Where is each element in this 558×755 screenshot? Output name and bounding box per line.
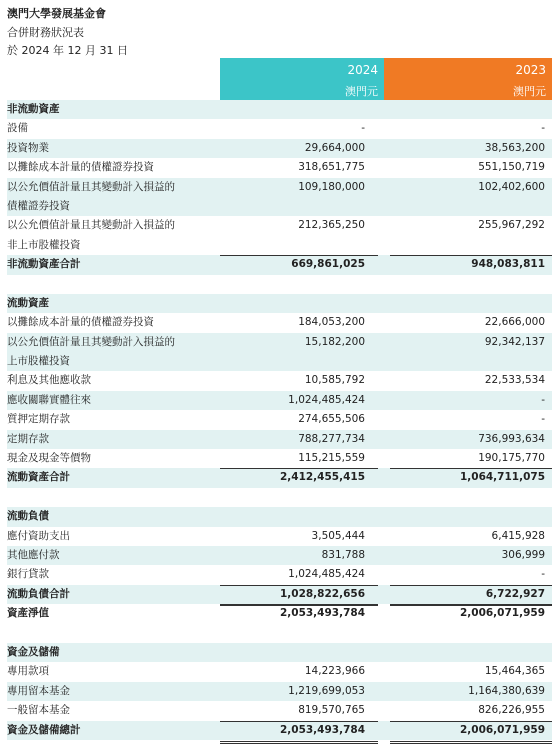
statement-title: 合併財務狀況表 [7,26,84,39]
value-2024: 3,505,444 [311,529,365,542]
table-body [7,100,552,740]
row-label: 以攤餘成本計量的債權證券投資 [7,316,154,329]
section-heading-row [7,643,552,662]
total-row [7,604,552,623]
row-label: 非上市股權投資 [7,238,81,251]
value-2023: 551,150,719 [478,161,545,174]
row-label: 一般留本基金 [7,704,70,717]
row-label: 資金及儲備 [7,645,60,658]
row-label: 設備 [7,122,28,135]
table-row [7,565,552,584]
table-row [7,119,552,138]
table-row [7,178,552,197]
value-2023: 736,993,634 [478,432,545,445]
value-2024: 184,053,200 [298,316,365,329]
row-label: 流動資產合計 [7,471,70,484]
value-2024: 788,277,734 [298,432,365,445]
total-row [7,468,552,487]
table-row [7,527,552,546]
row-label: 以攤餘成本計量的債權證券投資 [7,161,154,174]
spacer-row [7,275,552,294]
row-label: 資金及儲備總計 [7,723,81,736]
row-label: 資產淨值 [7,607,49,620]
value-2023: 92,342,137 [484,335,545,348]
org-name: 澳門大學發展基金會 [7,7,106,20]
column-header-2023 [384,58,552,100]
table-row [7,236,552,255]
table-row [7,410,552,429]
row-label: 其他應付款 [7,548,60,561]
row-label: 利息及其他應收款 [7,374,91,387]
table-row [7,158,552,177]
section-heading-row [7,507,552,526]
value-2023: 38,563,200 [484,141,545,154]
table-row [7,333,552,352]
table-row [7,216,552,235]
row-label: 銀行貸款 [7,568,49,581]
value-2024: 2,053,493,784 [279,607,365,620]
table-row [7,197,552,216]
value-2024: 669,861,025 [291,258,365,271]
year-2024-label: 2024 [347,63,378,77]
value-2024: 29,664,000 [304,141,365,154]
year-2023-label: 2023 [515,63,546,77]
unit-2023-label: 澳門元 [513,85,546,98]
value-2024: 15,182,200 [304,335,365,348]
value-2024: 212,365,250 [298,219,365,232]
value-2023: 826,226,955 [478,704,545,717]
value-2023: 306,999 [501,548,545,561]
value-2023: 102,402,600 [478,180,545,193]
value-2023: - [541,413,545,426]
table-row [7,449,552,468]
row-label: 專用款項 [7,665,49,678]
column-header-2024 [220,58,384,100]
spacer-row [7,488,552,507]
value-2024: 819,570,765 [298,704,365,717]
value-2024: 2,053,493,784 [279,723,365,736]
spacer-row [7,624,552,643]
value-2023: 1,164,380,639 [468,684,545,697]
total-row [7,255,552,274]
value-2023: 1,064,711,075 [459,471,545,484]
value-2024: 2,412,455,415 [279,471,365,484]
row-label: 非流動資產 [7,103,60,115]
total-row [7,721,552,740]
table-row [7,313,552,332]
row-label: 以公允價值計量且其變動計入損益的 [7,335,175,348]
row-label: 應付資助支出 [7,529,70,542]
value-2024: 318,651,775 [298,161,365,174]
table-row [7,352,552,371]
row-label: 現金及現金等價物 [7,452,91,465]
value-2024: 14,223,966 [304,665,365,678]
value-2024: 115,215,559 [298,452,365,465]
value-2023: 2,006,071,959 [459,607,545,620]
row-label: 應收關聯實體往來 [7,393,91,406]
value-2024: - [361,122,365,135]
table-row [7,371,552,390]
value-2023: 948,083,811 [471,258,545,271]
table-row [7,430,552,449]
row-label: 以公允價值計量且其變動計入損益的 [7,219,175,232]
row-label: 質押定期存款 [7,413,70,426]
value-2023: 22,533,534 [484,374,545,387]
row-label: 債權證券投資 [7,199,70,212]
value-2023: 6,415,928 [491,529,545,542]
value-2024: 274,655,506 [298,413,365,426]
row-label: 流動負債 [7,510,49,523]
value-2024: 1,024,485,424 [288,393,365,406]
table-row [7,701,552,720]
table-row [7,391,552,410]
value-2024: 1,028,822,656 [279,587,365,600]
value-2024: 831,788 [321,548,365,561]
row-label: 投資物業 [7,141,49,154]
row-label: 定期存款 [7,432,49,445]
value-2023: 6,722,927 [485,587,545,600]
statement-date: 於 2024 年 12 月 31 日 [7,44,128,57]
row-label: 流動負債合計 [7,587,70,600]
value-2023: 15,464,365 [484,665,545,678]
row-label: 非流動資產合計 [7,258,81,271]
table-row [7,682,552,701]
value-2024: 1,219,699,053 [288,684,365,697]
row-label: 上市股權投資 [7,355,70,368]
value-2023: - [541,393,545,406]
row-label: 專用留本基金 [7,684,70,697]
value-2023: 255,967,292 [478,219,545,232]
unit-2024-label: 澳門元 [345,85,378,98]
value-2023: 2,006,071,959 [459,723,545,736]
value-2023: 22,666,000 [484,316,545,329]
row-label: 流動資產 [7,296,49,309]
value-2023: - [541,568,545,581]
total-row [7,585,552,604]
value-2023: 190,175,770 [478,452,545,465]
value-2024: 10,585,792 [304,374,365,387]
value-2024: 1,024,485,424 [288,568,365,581]
table-row [7,139,552,158]
value-2024: 109,180,000 [298,180,365,193]
table-row [7,662,552,681]
section-heading-row [7,100,552,119]
row-label: 以公允價值計量且其變動計入損益的 [7,180,175,193]
value-2023: - [541,122,545,135]
section-heading-row [7,294,552,313]
table-row [7,546,552,565]
